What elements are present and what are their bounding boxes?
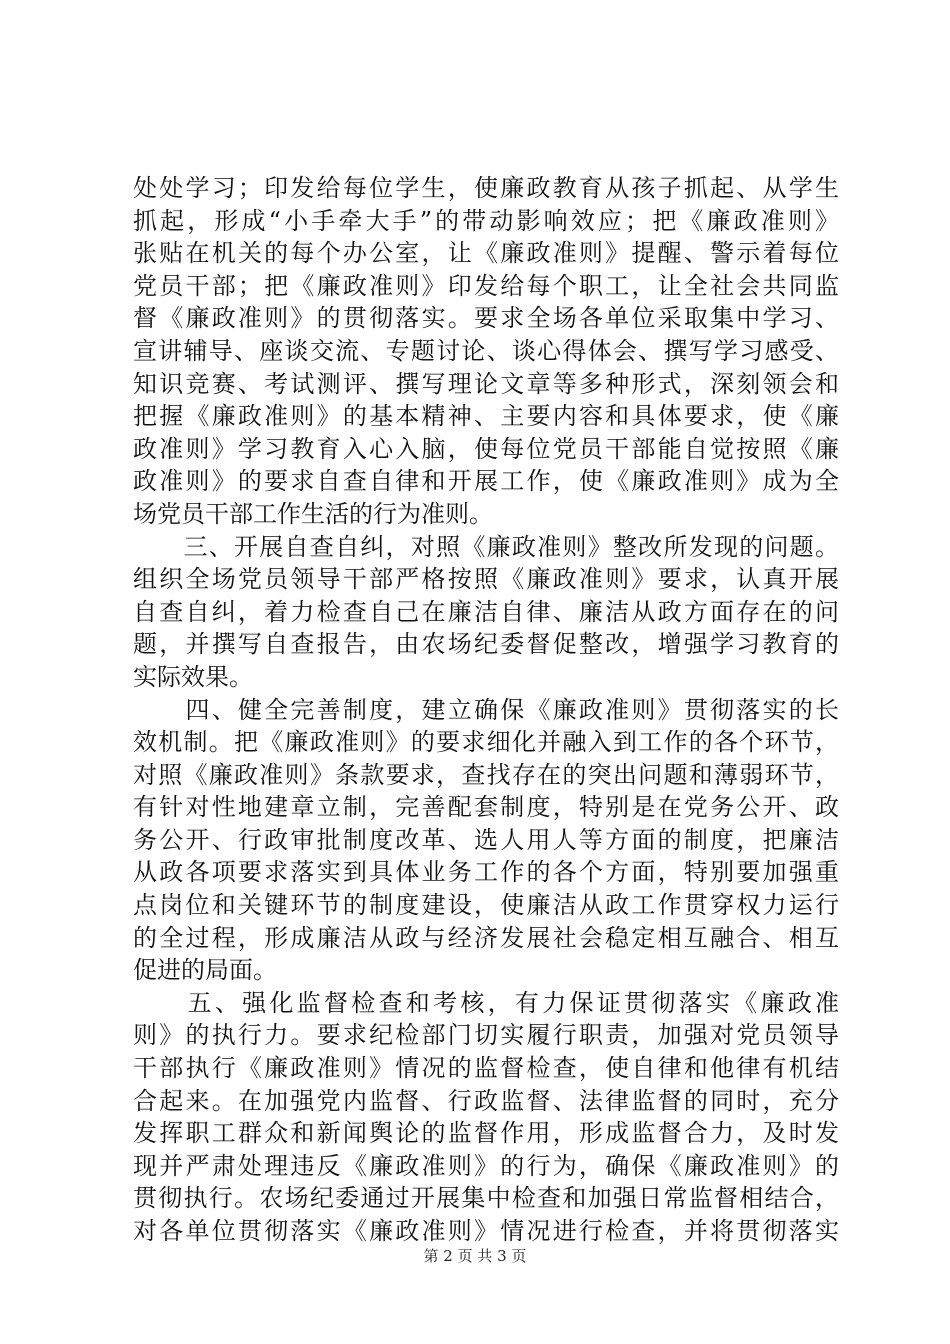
document-body xyxy=(133,172,839,1248)
text-line: 把握《廉政准则》的基本精神、主要内容和具体要求，使《廉 xyxy=(133,402,839,431)
text-line: 政准则》学习教育入心入脑，使每位党员干部能自觉按照《廉 xyxy=(133,434,839,463)
text-line: 场党员干部工作生活的行为准则。 xyxy=(133,499,493,528)
page-footer: 第 2 页 共 3 页 xyxy=(423,1247,527,1265)
text-line: 效机制。把《廉政准则》的要求细化并融入到工作的各个环节， xyxy=(133,728,839,757)
text-line: 政准则》的要求自查自律和开展工作，使《廉政准则》成为全 xyxy=(133,467,839,496)
text-line: 发挥职工群众和新闻舆论的监督作用，形成监督合力，及时发 xyxy=(133,1119,839,1148)
text-line: 有针对性地建章立制，完善配套制度，特别是在党务公开、政 xyxy=(133,793,839,822)
text-line: 五、强化监督检查和考核，有力保证贯彻落实《廉政准 xyxy=(133,988,839,1017)
text-line: 知识竞赛、考试测评、撰写理论文章等多种形式，深刻领会和 xyxy=(133,369,839,398)
text-line: 务公开、行政审批制度改革、选人用人等方面的制度，把廉洁 xyxy=(133,825,839,854)
text-line: 点岗位和关键环节的制度建设，使廉洁从政工作贯穿权力运行 xyxy=(133,891,839,920)
text-line: 题，并撰写自查报告，由农场纪委督促整改，增强学习教育的 xyxy=(133,630,839,659)
text-line: 合起来。在加强党内监督、行政监督、法律监督的同时，充分 xyxy=(133,1086,839,1115)
text-line: 四、健全完善制度，建立确保《廉政准则》贯彻落实的长 xyxy=(133,695,839,724)
text-line: 对各单位贯彻落实《廉政准则》情况进行检查，并将贯彻落实 xyxy=(133,1217,839,1245)
text-line: 对照《廉政准则》条款要求，查找存在的突出问题和薄弱环节， xyxy=(133,760,839,789)
text-line: 促进的局面。 xyxy=(133,956,277,985)
text-line: 干部执行《廉政准则》情况的监督检查，使自律和他律有机结 xyxy=(133,1054,839,1083)
text-line: 抓起，形成“小手牵大手”的带动影响效应；把《廉政准则》 xyxy=(133,206,839,235)
text-line: 实际效果。 xyxy=(133,662,253,691)
text-line: 贯彻执行。农场纪委通过开展集中检查和加强日常监督相结合， xyxy=(133,1184,839,1213)
text-line: 党员干部；把《廉政准则》印发给每个职工，让全社会共同监 xyxy=(133,271,839,300)
text-line: 现并严肃处理违反《廉政准则》的行为，确保《廉政准则》的 xyxy=(133,1151,839,1180)
text-line: 从政各项要求落实到具体业务工作的各个方面，特别要加强重 xyxy=(133,858,839,887)
text-line: 组织全场党员领导干部严格按照《廉政准则》要求，认真开展 xyxy=(133,565,839,594)
text-line: 宣讲辅导、座谈交流、专题讨论、谈心得体会、撰写学习感受、 xyxy=(133,336,839,365)
text-line: 张贴在机关的每个办公室，让《廉政准则》提醒、警示着每位 xyxy=(133,239,839,268)
text-line: 督《廉政准则》的贯彻落实。要求全场各单位采取集中学习、 xyxy=(133,304,839,333)
text-line: 处处学习；印发给每位学生，使廉政教育从孩子抓起、从学生 xyxy=(133,174,839,202)
text-line: 则》的执行力。要求纪检部门切实履行职责，加强对党员领导 xyxy=(133,1021,839,1050)
text-line: 自查自纠，着力检查自己在廉洁自律、廉洁从政方面存在的问 xyxy=(133,597,839,626)
text-line: 的全过程，形成廉洁从政与经济发展社会稳定相互融合、相互 xyxy=(133,923,839,952)
text-line: 三、开展自查自纠，对照《廉政准则》整改所发现的问题。 xyxy=(133,532,839,561)
